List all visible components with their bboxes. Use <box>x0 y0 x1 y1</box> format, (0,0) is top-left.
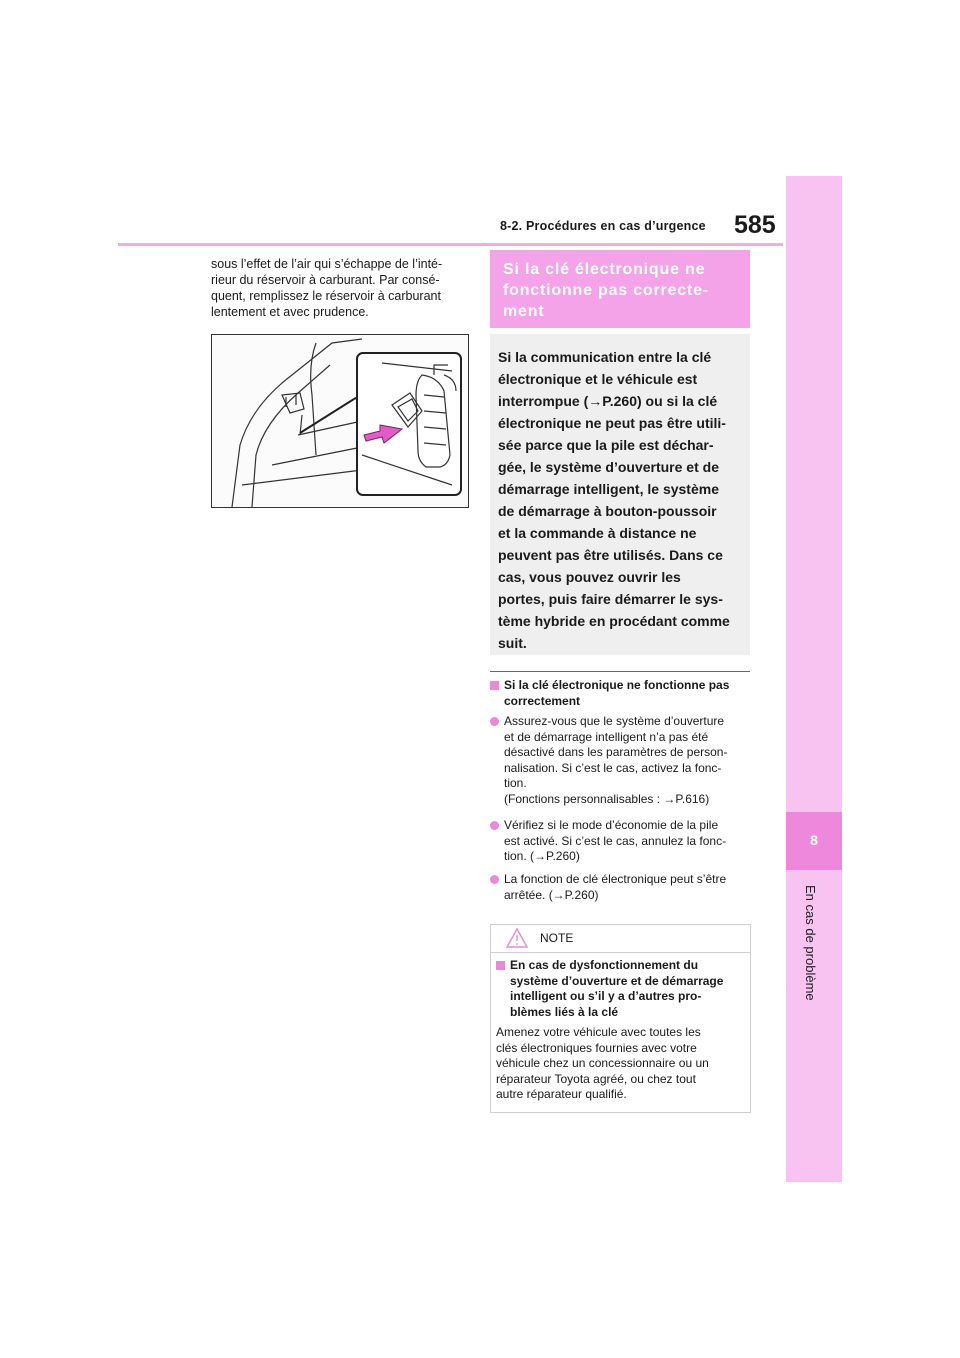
subsection-divider <box>490 671 750 672</box>
round-bullet-icon <box>490 717 499 726</box>
square-bullet-icon <box>496 961 505 970</box>
page-number: 585 <box>734 211 776 239</box>
section-title: 8-2. Procédures en cas d’urgence <box>500 219 706 233</box>
header-divider <box>118 243 783 246</box>
note-text: Amenez votre véhicule avec toutes les clés électroniques fournies avec votre véhicule chez un concessionnaire ou un réparateur Toyota agréé, ou chez tout autre réparateur qualifié. <box>496 1025 709 1101</box>
list-item <box>490 818 766 865</box>
list-item <box>490 872 766 903</box>
subsection-title: Si la clé électronique ne fonctionne pas correctement <box>504 678 730 708</box>
subsection-heading <box>490 678 766 709</box>
chapter-label: En cas de problème <box>803 885 818 1001</box>
section-banner-title: Si la clé électronique ne fonctionne pas correcte- ment <box>503 261 709 320</box>
note-header-divider <box>490 952 751 953</box>
intro-paragraph: sous l’effet de l’air qui s’échappe de l’inté- rieur du réservoir à carburant. Par consé- quent, remplissez le réservoir à carburant lentement et avec prudence. <box>211 257 443 319</box>
summary-text: Si la communication entre la clé électronique et le véhicule est interrompue (→P.260) ou si la clé électronique ne peut pas être utili- sée parce que la pile est déchar- gée, le système d’ouverture et de démarrage intelligent, le système de démarrage à bouton-poussoir et la commande à distance ne peuvent pas être utilisés. Dans ce cas, vous pouvez ouvrir les portes, puis faire démarrer le sys- tème hybride en procédant comme suit. <box>498 349 730 651</box>
trunk-illustration <box>211 334 469 508</box>
note-label: NOTE <box>540 931 574 945</box>
warning-triangle-icon <box>506 928 528 948</box>
chapter-number: 8 <box>810 832 818 848</box>
square-bullet-icon <box>490 681 499 690</box>
note-heading <box>496 958 756 1020</box>
round-bullet-icon <box>490 875 499 884</box>
list-item <box>490 714 766 807</box>
note-title: En cas de dysfonctionnement du système d’ouverture et de démarrage intelligent ou s’il y a d’autres pro- blèmes liés à la clé <box>510 958 724 1019</box>
round-bullet-icon <box>490 821 499 830</box>
trunk-illustration-drawing <box>212 335 468 507</box>
list-item-text: Vérifiez si le mode d’économie de la pile est activé. Si c’est le cas, annulez la fonc- tion. (→P.260) <box>504 818 727 863</box>
list-item-text: Assurez-vous que le système d’ouverture et de démarrage intelligent n’a pas été désactivé dans les paramètres de person- nalisation. Si c’est le cas, activez la fonc- tion. (Fonctions personnalisables : →P.616) <box>504 714 728 806</box>
list-item-text: La fonction de clé électronique peut s’être arrêtée. (→P.260) <box>504 872 727 902</box>
